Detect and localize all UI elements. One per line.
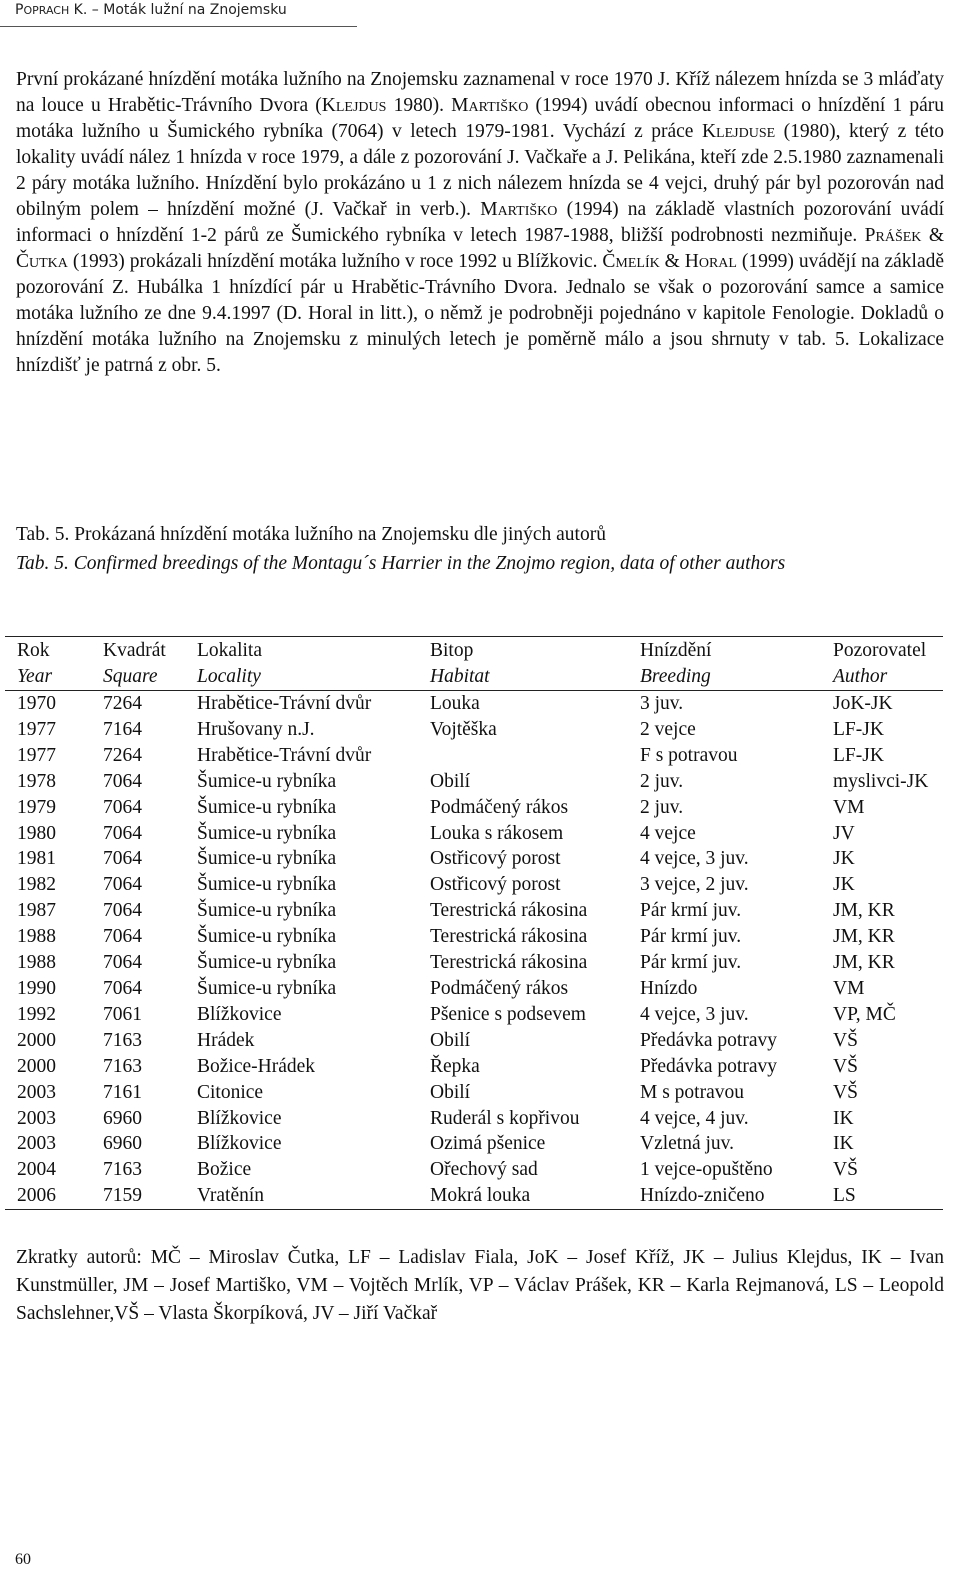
locality-cell: Blížkovice — [197, 1133, 282, 1155]
author-citation: Čutka — [16, 251, 68, 272]
author-cell: VŠ — [833, 1159, 858, 1181]
running-head — [15, 2, 287, 18]
para-line: 2.5.1980 zaznamenali 2 páry motáka lužního. Hnízdění bylo prokázáno u 1 z nich nálezem — [16, 147, 945, 194]
table-row — [5, 717, 943, 743]
year-cell: 1992 — [17, 1003, 56, 1025]
locality-cell: Blížkovice — [197, 1003, 282, 1025]
square-cell: 7064 — [103, 952, 142, 974]
habitat-cell: Ostřicový porost — [430, 874, 561, 896]
table-top-rule — [5, 636, 943, 637]
para-line: Jednalo se však o pozorování samce a samice motáka lužního ze dne 9.4.1997 (D. Horal in — [16, 277, 944, 324]
habitat-cell: Podmáčený rákos — [430, 796, 569, 818]
author-cell: IK — [833, 1133, 854, 1155]
breeding-cell: Předávka potravy — [640, 1029, 777, 1051]
header-hnizdeni: Hnízdění — [640, 640, 712, 661]
header-rok: Rok — [17, 640, 50, 661]
para-line: uvádí nález 1 hnízda v roce 1979, a dále z pozorování J. Vačkaře a J. Pelikána, kteří zde — [80, 147, 769, 168]
table-row — [5, 795, 943, 821]
locality-cell: Hrabětice-Trávní dvůr — [197, 693, 372, 714]
locality-cell: Hrušovany n.J. — [197, 718, 315, 740]
author-citation: Prášek — [864, 225, 922, 246]
locality-cell: Hrádek — [197, 1029, 255, 1051]
year-cell: 1980 — [17, 822, 56, 844]
author-cell: VŠ — [833, 1055, 858, 1077]
body-paragraph — [16, 67, 944, 379]
header-bitop: Bitop — [430, 640, 474, 661]
square-cell: 7064 — [103, 796, 142, 818]
square-cell: 7163 — [103, 1159, 142, 1181]
author-cell: JM, KR — [833, 900, 895, 922]
habitat-cell: Vojtěška — [430, 718, 497, 740]
author-citation: Klejdus — [321, 95, 387, 116]
habitat-cell: Ruderál s kopřivou — [430, 1107, 580, 1129]
author-citation: Martiško — [451, 95, 529, 116]
para-line: nálezem hnízda se 3 mláďaty na louce u Hrabětic-Trávního Dvora ( — [16, 69, 945, 116]
locality-cell: Božice-Hrádek — [197, 1055, 316, 1077]
habitat-cell — [430, 743, 640, 769]
para-line: (1993) prokázali hnízdění motáka lužního v roce 1992 u Blížkovic. — [67, 251, 603, 272]
year-cell: 2000 — [17, 1055, 56, 1077]
square-cell: 7164 — [103, 718, 142, 740]
habitat-cell: Mokrá louka — [430, 1185, 531, 1207]
breeding-cell: Pár krmí juv. — [640, 952, 742, 974]
para-line: rybníka (7064) v letech 1979-1981. Vychází z práce — [263, 121, 702, 142]
year-cell: 1982 — [17, 874, 56, 896]
author-cell: LF-JK — [833, 718, 884, 740]
habitat-cell: Pšenice s podsevem — [430, 1003, 586, 1025]
para-line: (1980), který z této lokality — [16, 121, 945, 168]
page-number: 60 — [15, 1551, 31, 1568]
breeding-cell: Hnízdo-zničeno — [640, 1185, 765, 1207]
breeding-cell: 3 juv. — [640, 693, 684, 714]
habitat-cell: Louka s rákosem — [430, 822, 564, 844]
breeding-cell: Vzletná juv. — [640, 1133, 735, 1155]
running-head-author: OPRACH — [23, 4, 70, 17]
breeding-cell: 4 vejce, 3 juv. — [640, 1003, 749, 1025]
locality-cell: Božice — [197, 1159, 252, 1181]
habitat-cell: Ostřicový porost — [430, 848, 561, 870]
header-lokalita: Lokalita — [197, 640, 262, 661]
locality-cell: Šumice-u rybníka — [197, 848, 337, 870]
author-cell: JM, KR — [833, 952, 895, 974]
table-row — [5, 1028, 943, 1054]
table-row — [5, 976, 943, 1002]
year-cell: 1990 — [17, 977, 56, 999]
habitat-cell: Obilí — [430, 1029, 471, 1051]
header-kvadrat: Kvadrát — [103, 640, 166, 661]
square-cell: 7064 — [103, 874, 142, 896]
header-locality: Locality — [197, 666, 261, 687]
breeding-cell: 2 juv. — [640, 796, 684, 818]
year-cell: 1988 — [17, 926, 56, 948]
year-cell: 1978 — [17, 770, 56, 792]
para-line: lužního na Znojemsku z minulých letech je poměrně málo a jsou shrnuty v tab. 5. Lokalizace — [158, 329, 945, 350]
author-cell: VŠ — [833, 1029, 858, 1051]
square-cell: 7064 — [103, 848, 142, 870]
header-author: Author — [833, 666, 888, 687]
header-pozorovatel: Pozorovatel — [833, 640, 927, 661]
running-head-author-first-initial: K. — [69, 2, 88, 18]
header-year: Year — [17, 666, 53, 687]
locality-cell: Šumice-u rybníka — [197, 822, 337, 844]
table-row — [5, 821, 943, 847]
table-row — [5, 898, 943, 924]
locality-cell: Šumice-u rybníka — [197, 874, 337, 896]
author-cell: IK — [833, 1107, 854, 1129]
running-head-title: Moták lužní na Znojemsku — [103, 2, 287, 18]
year-cell: 2000 — [17, 1029, 56, 1051]
habitat-cell: Ořechový sad — [430, 1159, 538, 1181]
table-row — [5, 1054, 943, 1080]
breeding-table — [5, 638, 943, 1210]
running-head-separator: – — [87, 2, 104, 18]
square-cell: 7264 — [103, 744, 142, 766]
table-row — [5, 950, 943, 976]
breeding-cell: 4 vejce — [640, 822, 696, 844]
author-citation: Horal — [684, 251, 737, 272]
year-cell: 2003 — [17, 1133, 56, 1155]
para-line: & — [659, 251, 685, 272]
author-cell: VP, MČ — [833, 1003, 896, 1025]
breeding-cell: 4 vejce, 3 juv. — [640, 848, 749, 870]
habitat-cell: Obilí — [430, 1081, 471, 1103]
header-breeding: Breeding — [640, 666, 711, 687]
para-line: (1994) na základě vlastních pozorování uvádí informaci o hnízdění 1-2 — [16, 199, 944, 246]
para-line: & — [921, 225, 944, 246]
running-head-author-initial-cap: P — [15, 2, 24, 18]
locality-cell: Šumice-u rybníka — [197, 926, 337, 948]
square-cell: 7064 — [103, 770, 142, 792]
table-row — [5, 769, 943, 795]
habitat-cell: Terestrická rákosina — [430, 926, 588, 948]
habitat-cell: Terestrická rákosina — [430, 900, 588, 922]
year-cell: 2003 — [17, 1107, 56, 1129]
para-line: 1980). — [386, 95, 444, 116]
para-line: (1994) uvádí obecnou informaci o hnízdění 1 páru motáka lužního u Šumického — [16, 95, 945, 142]
square-cell: 7163 — [103, 1055, 142, 1077]
table-row — [5, 1131, 943, 1157]
table-row — [5, 1002, 943, 1028]
table-row — [5, 1106, 943, 1132]
habitat-cell: Louka — [430, 693, 480, 714]
breeding-cell: 2 juv. — [640, 770, 684, 792]
locality-cell: Hrabětice-Trávní dvůr — [197, 744, 372, 766]
locality-cell: Blížkovice — [197, 1107, 282, 1129]
year-cell: 1981 — [17, 848, 56, 870]
table-row — [5, 691, 943, 717]
year-cell: 1977 — [17, 744, 56, 766]
square-cell: 7159 — [103, 1185, 142, 1207]
author-citation: Klejduse — [701, 121, 776, 142]
square-cell: 7064 — [103, 822, 142, 844]
year-cell: 1977 — [17, 718, 56, 740]
locality-cell: Šumice-u rybníka — [197, 952, 337, 974]
author-cell: LF-JK — [833, 744, 884, 766]
habitat-cell: Podmáčený rákos — [430, 977, 569, 999]
author-cell: JM, KR — [833, 926, 895, 948]
table-row — [5, 846, 943, 872]
table-body — [5, 691, 943, 1210]
habitat-cell: Ozimá pšenice — [430, 1133, 546, 1155]
square-cell: 6960 — [103, 1133, 142, 1155]
locality-cell: Šumice-u rybníka — [197, 900, 337, 922]
square-cell: 7064 — [103, 977, 142, 999]
breeding-cell: F s potravou — [640, 744, 738, 766]
author-cell: myslivci-JK — [833, 770, 929, 792]
square-cell: 7161 — [103, 1081, 142, 1103]
locality-cell: Vratěnín — [197, 1185, 265, 1207]
author-cell: VM — [833, 977, 865, 999]
breeding-cell: 3 vejce, 2 juv. — [640, 874, 749, 896]
header-square: Square — [103, 666, 158, 687]
author-cell: LS — [833, 1185, 856, 1207]
author-citation: Čmelík — [602, 251, 660, 272]
habitat-cell: Obilí — [430, 770, 471, 792]
year-cell: 2003 — [17, 1081, 56, 1103]
locality-cell: Šumice-u rybníka — [197, 977, 337, 999]
year-cell: 1988 — [17, 952, 56, 974]
habitat-cell: Řepka — [430, 1055, 480, 1077]
breeding-cell: Pár krmí juv. — [640, 900, 742, 922]
square-cell: 6960 — [103, 1107, 142, 1129]
habitat-cell: Terestrická rákosina — [430, 952, 588, 974]
para-line: (1999) uvádějí na základě pozorování Z. Hubálka 1 hnízdící pár u Hrabětic-Trávního Dvora. — [16, 251, 945, 298]
table-row — [5, 924, 943, 950]
table-row — [5, 1183, 943, 1209]
author-abbreviations-footnote: Zkratky autorů: MČ – Miroslav Čutka, LF – Ladislav Fiala, JoK – Josef Kříž, JK – Julius Klejdus, IK – Ivan Kunstmüller, JM – Josef Martiško, VM – Vojtěch Mrlík, VP – Václav Prášek, KR – Karla Rejmanová, LS – Leopold Sachslehner,VŠ – Vlasta Škorpíková, JV – Jiří Vačkař — [16, 1247, 944, 1324]
breeding-cell: Předávka potravy — [640, 1055, 777, 1077]
square-cell: 7064 — [103, 900, 142, 922]
breeding-cell: Hnízdo — [640, 977, 698, 999]
para-line: párů ze Šumického rybníka v letech 1987-1988, bližší podrobnosti nezmiňuje. — [224, 225, 865, 246]
author-cell: VŠ — [833, 1081, 858, 1103]
table-caption-czech: Tab. 5. Prokázaná hnízdění motáka lužního na Znojemsku dle jiných autorů — [16, 524, 606, 545]
author-cell: JK — [833, 874, 855, 896]
table-header-row-czech — [5, 638, 943, 664]
table-row — [5, 872, 943, 898]
table-row — [5, 1080, 943, 1106]
locality-cell: Šumice-u rybníka — [197, 770, 337, 792]
author-cell: JV — [833, 822, 855, 844]
year-cell: 2004 — [17, 1159, 56, 1181]
table-header-row-english — [5, 664, 943, 691]
author-cell: JK — [833, 848, 855, 870]
para-line: hnízda se 4 vejci, druhý pár byl pozorován nad obilným polem – hnízdění možné (J. Vačkař — [16, 173, 945, 220]
square-cell: 7163 — [103, 1029, 142, 1051]
table-caption-english: Tab. 5. Confirmed breedings of the Montagu´s Harrier in the Znojmo region, data of other authors — [16, 553, 786, 574]
year-cell: 1970 — [17, 693, 56, 714]
author-cell: VM — [833, 796, 865, 818]
header-habitat: Habitat — [430, 666, 490, 687]
running-head-rule — [0, 26, 357, 27]
author-cell: JoK-JK — [833, 693, 893, 714]
square-cell: 7064 — [103, 926, 142, 948]
para-line: in verb.). — [395, 199, 481, 220]
breeding-cell: 4 vejce, 4 juv. — [640, 1107, 749, 1129]
year-cell: 2006 — [17, 1185, 56, 1207]
table-row — [5, 1157, 943, 1183]
breeding-cell: M s potravou — [640, 1081, 744, 1103]
author-citation: Martiško — [480, 199, 558, 220]
para-line: litt.), o němž je podrobněji pojednáno v kapitole Fenologie. Dokladů o hnízdění motáka — [16, 303, 945, 350]
para-line: hnízdišť je patrná z obr. 5. — [16, 355, 221, 376]
table-row — [5, 743, 943, 769]
breeding-cell: 1 vejce-opuštěno — [640, 1159, 773, 1181]
square-cell: 7061 — [103, 1003, 142, 1025]
breeding-cell: 2 vejce — [640, 718, 696, 740]
locality-cell: Šumice-u rybníka — [197, 796, 337, 818]
locality-cell: Citonice — [197, 1081, 264, 1103]
breeding-cell: Pár krmí juv. — [640, 926, 742, 948]
year-cell: 1987 — [17, 900, 56, 922]
square-cell: 7264 — [103, 693, 142, 714]
year-cell: 1979 — [17, 796, 56, 818]
para-line: První prokázané hnízdění motáka lužního na Znojemsku zaznamenal v roce 1970 J. Kříž — [16, 69, 710, 90]
